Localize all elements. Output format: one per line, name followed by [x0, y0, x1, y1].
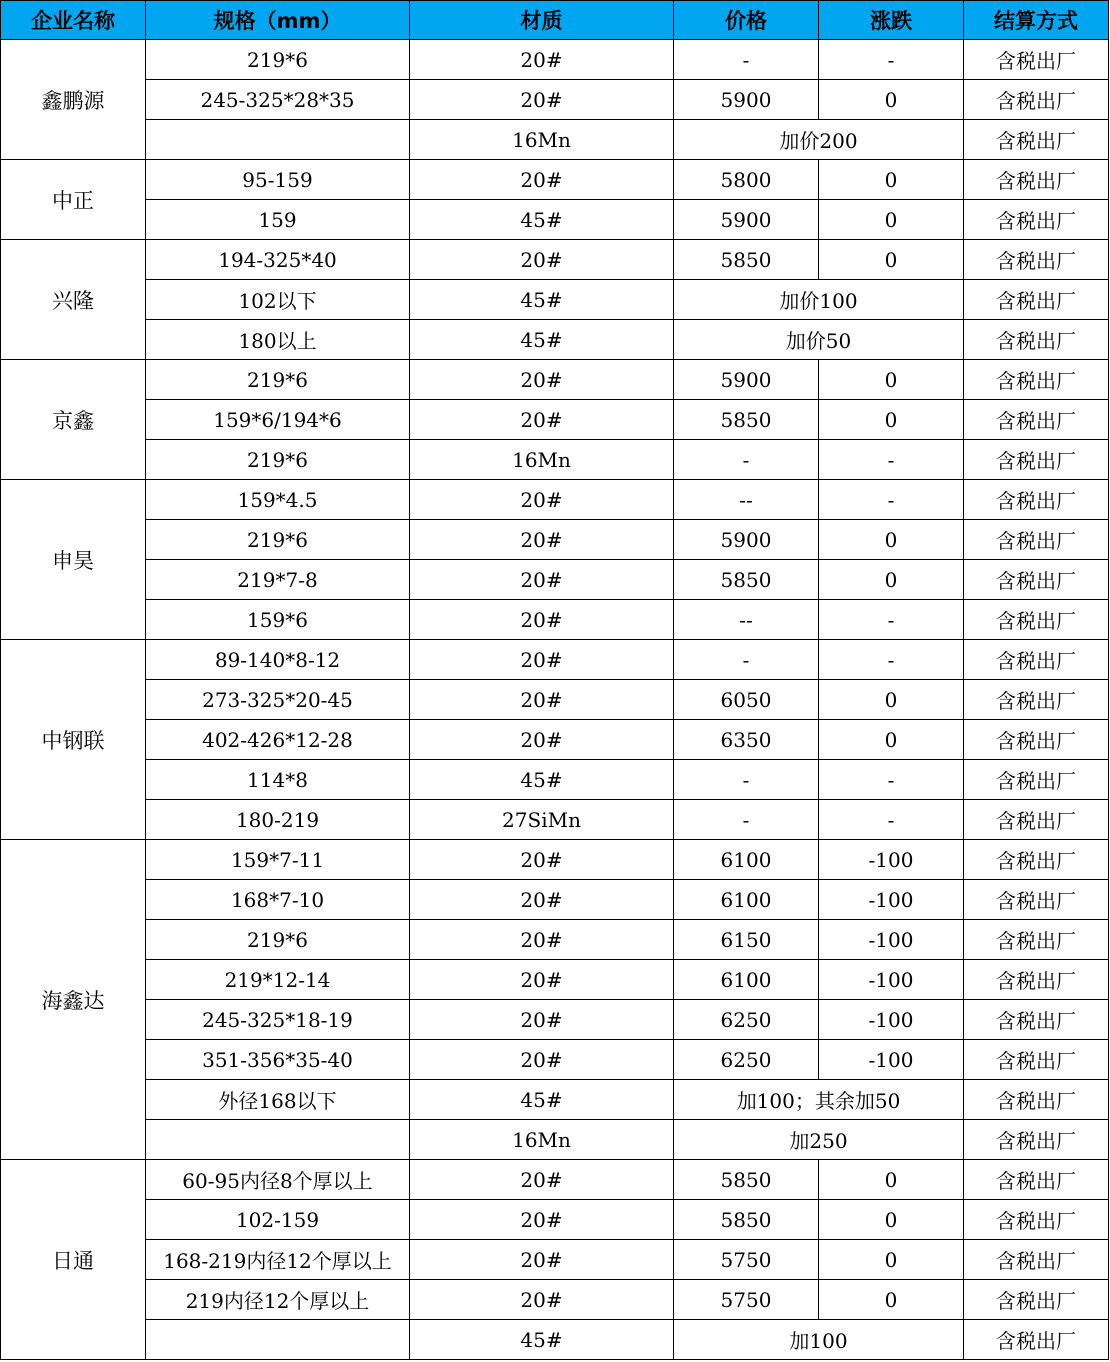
spec-cell: 外径168以下	[146, 1080, 410, 1120]
price-cell: -	[674, 760, 819, 800]
change-cell: 0	[819, 520, 964, 560]
price-cell: 5850	[674, 560, 819, 600]
settlement-cell: 含税出厂	[964, 800, 1109, 840]
spec-cell: 219*6	[146, 440, 410, 480]
settlement-cell: 含税出厂	[964, 720, 1109, 760]
settlement-cell: 含税出厂	[964, 120, 1109, 160]
price-cell: 5850	[674, 240, 819, 280]
spec-cell: 219内径12个厚以上	[146, 1280, 410, 1320]
spec-cell	[146, 1320, 410, 1360]
spec-cell: 159	[146, 200, 410, 240]
spec-cell: 219*6	[146, 360, 410, 400]
material-cell: 20#	[410, 40, 674, 80]
change-cell: 0	[819, 680, 964, 720]
header-company: 企业名称	[1, 1, 146, 40]
spec-cell: 219*12-14	[146, 960, 410, 1000]
price-cell: 6050	[674, 680, 819, 720]
table-row	[1, 1200, 1109, 1240]
price-cell: 5850	[674, 1160, 819, 1200]
settlement-cell: 含税出厂	[964, 1000, 1109, 1040]
table-row	[1, 880, 1109, 920]
spec-cell: 351-356*35-40	[146, 1040, 410, 1080]
spec-cell	[146, 120, 410, 160]
price-cell: 6100	[674, 840, 819, 880]
table-row	[1, 1160, 1109, 1200]
material-cell: 20#	[410, 640, 674, 680]
header-material: 材质	[410, 1, 674, 40]
change-cell: -	[819, 480, 964, 520]
change-cell: 0	[819, 1280, 964, 1320]
spec-cell: 159*6/194*6	[146, 400, 410, 440]
company-cell: 中正	[1, 160, 146, 240]
settlement-cell: 含税出厂	[964, 1320, 1109, 1360]
price-cell: -	[674, 40, 819, 80]
change-cell: 0	[819, 240, 964, 280]
table-row	[1, 800, 1109, 840]
price-note-cell: 加价50	[674, 320, 964, 360]
spec-cell: 402-426*12-28	[146, 720, 410, 760]
table-row	[1, 1320, 1109, 1360]
material-cell: 20#	[410, 1000, 674, 1040]
price-cell: --	[674, 600, 819, 640]
spec-cell: 95-159	[146, 160, 410, 200]
table-row	[1, 1040, 1109, 1080]
price-cell: 6250	[674, 1040, 819, 1080]
table-row	[1, 320, 1109, 360]
material-cell: 45#	[410, 280, 674, 320]
spec-cell: 219*6	[146, 40, 410, 80]
header-row	[1, 1, 1109, 40]
settlement-cell: 含税出厂	[964, 560, 1109, 600]
change-cell: -100	[819, 1000, 964, 1040]
material-cell: 20#	[410, 1200, 674, 1240]
table-row	[1, 160, 1109, 200]
price-cell: 5800	[674, 160, 819, 200]
table-row	[1, 1000, 1109, 1040]
spec-cell: 168-219内径12个厚以上	[146, 1240, 410, 1280]
spec-cell: 102-159	[146, 1200, 410, 1240]
material-cell: 20#	[410, 1040, 674, 1080]
settlement-cell: 含税出厂	[964, 80, 1109, 120]
company-cell: 日通	[1, 1160, 146, 1360]
material-cell: 20#	[410, 920, 674, 960]
spec-cell: 180以上	[146, 320, 410, 360]
change-cell: 0	[819, 360, 964, 400]
price-cell: 5850	[674, 1200, 819, 1240]
material-cell: 20#	[410, 240, 674, 280]
material-cell: 20#	[410, 360, 674, 400]
table-row	[1, 360, 1109, 400]
table-body	[1, 40, 1109, 1360]
table-row	[1, 840, 1109, 880]
price-cell: 5900	[674, 200, 819, 240]
spec-cell: 194-325*40	[146, 240, 410, 280]
price-note-cell: 加价200	[674, 120, 964, 160]
header-spec: 规格（mm）	[146, 1, 410, 40]
table-row	[1, 680, 1109, 720]
table-row	[1, 600, 1109, 640]
settlement-cell: 含税出厂	[964, 1240, 1109, 1280]
price-cell: 5900	[674, 520, 819, 560]
spec-cell: 219*6	[146, 520, 410, 560]
spec-cell: 273-325*20-45	[146, 680, 410, 720]
material-cell: 27SiMn	[410, 800, 674, 840]
material-cell: 16Mn	[410, 1120, 674, 1160]
table-row	[1, 640, 1109, 680]
price-cell: 6100	[674, 880, 819, 920]
material-cell: 45#	[410, 1320, 674, 1360]
settlement-cell: 含税出厂	[964, 280, 1109, 320]
material-cell: 20#	[410, 720, 674, 760]
spec-cell: 60-95内径8个厚以上	[146, 1160, 410, 1200]
change-cell: 0	[819, 1160, 964, 1200]
price-cell: 6250	[674, 1000, 819, 1040]
table-row	[1, 80, 1109, 120]
settlement-cell: 含税出厂	[964, 880, 1109, 920]
change-cell: -	[819, 800, 964, 840]
material-cell: 45#	[410, 200, 674, 240]
material-cell: 45#	[410, 760, 674, 800]
settlement-cell: 含税出厂	[964, 200, 1109, 240]
table-row	[1, 280, 1109, 320]
price-note-cell: 加100；其余加50	[674, 1080, 964, 1120]
table-row	[1, 1080, 1109, 1120]
material-cell: 16Mn	[410, 440, 674, 480]
spec-cell: 245-325*18-19	[146, 1000, 410, 1040]
change-cell: 0	[819, 200, 964, 240]
material-cell: 20#	[410, 560, 674, 600]
change-cell: 0	[819, 1240, 964, 1280]
change-cell: -100	[819, 960, 964, 1000]
price-cell: 6350	[674, 720, 819, 760]
change-cell: -100	[819, 920, 964, 960]
change-cell: -	[819, 760, 964, 800]
spec-cell: 219*6	[146, 920, 410, 960]
table-row	[1, 920, 1109, 960]
spec-cell: 159*4.5	[146, 480, 410, 520]
spec-cell: 159*6	[146, 600, 410, 640]
table-row	[1, 240, 1109, 280]
settlement-cell: 含税出厂	[964, 1160, 1109, 1200]
settlement-cell: 含税出厂	[964, 920, 1109, 960]
company-cell: 海鑫达	[1, 840, 146, 1160]
settlement-cell: 含税出厂	[964, 640, 1109, 680]
table-row	[1, 440, 1109, 480]
material-cell: 20#	[410, 160, 674, 200]
change-cell: 0	[819, 560, 964, 600]
spec-cell: 159*7-11	[146, 840, 410, 880]
material-cell: 20#	[410, 1160, 674, 1200]
price-cell: 5900	[674, 80, 819, 120]
change-cell: 0	[819, 80, 964, 120]
spec-cell: 245-325*28*35	[146, 80, 410, 120]
settlement-cell: 含税出厂	[964, 400, 1109, 440]
settlement-cell: 含税出厂	[964, 240, 1109, 280]
header-price: 价格	[674, 1, 819, 40]
price-cell: -	[674, 640, 819, 680]
header-settlement: 结算方式	[964, 1, 1109, 40]
spec-cell: 180-219	[146, 800, 410, 840]
change-cell: -100	[819, 1040, 964, 1080]
change-cell: -100	[819, 880, 964, 920]
settlement-cell: 含税出厂	[964, 1280, 1109, 1320]
settlement-cell: 含税出厂	[964, 1120, 1109, 1160]
change-cell: 0	[819, 160, 964, 200]
material-cell: 20#	[410, 680, 674, 720]
settlement-cell: 含税出厂	[964, 1200, 1109, 1240]
change-cell: -	[819, 600, 964, 640]
material-cell: 20#	[410, 520, 674, 560]
table-row	[1, 40, 1109, 80]
settlement-cell: 含税出厂	[964, 160, 1109, 200]
company-cell: 京鑫	[1, 360, 146, 480]
settlement-cell: 含税出厂	[964, 520, 1109, 560]
settlement-cell: 含税出厂	[964, 840, 1109, 880]
spec-cell: 219*7-8	[146, 560, 410, 600]
settlement-cell: 含税出厂	[964, 1040, 1109, 1080]
table-row	[1, 960, 1109, 1000]
price-cell: 6100	[674, 960, 819, 1000]
header-change: 涨跌	[819, 1, 964, 40]
table-row	[1, 200, 1109, 240]
settlement-cell: 含税出厂	[964, 760, 1109, 800]
settlement-cell: 含税出厂	[964, 440, 1109, 480]
material-cell: 20#	[410, 840, 674, 880]
settlement-cell: 含税出厂	[964, 600, 1109, 640]
table-row	[1, 1240, 1109, 1280]
spec-cell: 102以下	[146, 280, 410, 320]
spec-cell: 89-140*8-12	[146, 640, 410, 680]
material-cell: 20#	[410, 480, 674, 520]
material-cell: 20#	[410, 1240, 674, 1280]
material-cell: 45#	[410, 320, 674, 360]
spec-cell: 114*8	[146, 760, 410, 800]
price-cell: 5900	[674, 360, 819, 400]
price-cell: -	[674, 800, 819, 840]
settlement-cell: 含税出厂	[964, 960, 1109, 1000]
price-cell: 5750	[674, 1240, 819, 1280]
change-cell: 0	[819, 400, 964, 440]
settlement-cell: 含税出厂	[964, 40, 1109, 80]
table-row	[1, 720, 1109, 760]
table-row	[1, 520, 1109, 560]
material-cell: 20#	[410, 400, 674, 440]
material-cell: 20#	[410, 960, 674, 1000]
change-cell: 0	[819, 1200, 964, 1240]
company-cell: 兴隆	[1, 240, 146, 360]
table-row	[1, 480, 1109, 520]
material-cell: 16Mn	[410, 120, 674, 160]
change-cell: 0	[819, 720, 964, 760]
material-cell: 20#	[410, 1280, 674, 1320]
table-header	[1, 1, 1109, 40]
table-row	[1, 560, 1109, 600]
price-cell: --	[674, 480, 819, 520]
spec-cell	[146, 1120, 410, 1160]
company-cell: 申昊	[1, 480, 146, 640]
settlement-cell: 含税出厂	[964, 360, 1109, 400]
price-cell: 5850	[674, 400, 819, 440]
settlement-cell: 含税出厂	[964, 480, 1109, 520]
material-cell: 20#	[410, 880, 674, 920]
table-row	[1, 400, 1109, 440]
company-cell: 中钢联	[1, 640, 146, 840]
change-cell: -	[819, 440, 964, 480]
change-cell: -100	[819, 840, 964, 880]
table-row	[1, 1120, 1109, 1160]
price-note-cell: 加价100	[674, 280, 964, 320]
settlement-cell: 含税出厂	[964, 1080, 1109, 1120]
material-cell: 20#	[410, 600, 674, 640]
material-cell: 45#	[410, 1080, 674, 1120]
company-cell: 鑫鹏源	[1, 40, 146, 160]
settlement-cell: 含税出厂	[964, 320, 1109, 360]
change-cell: -	[819, 40, 964, 80]
table-row	[1, 760, 1109, 800]
price-cell: 6150	[674, 920, 819, 960]
price-cell: -	[674, 440, 819, 480]
spec-cell: 168*7-10	[146, 880, 410, 920]
settlement-cell: 含税出厂	[964, 680, 1109, 720]
table-row	[1, 120, 1109, 160]
price-note-cell: 加250	[674, 1120, 964, 1160]
price-cell: 5750	[674, 1280, 819, 1320]
change-cell: -	[819, 640, 964, 680]
material-cell: 20#	[410, 80, 674, 120]
price-note-cell: 加100	[674, 1320, 964, 1360]
table-row	[1, 1280, 1109, 1320]
